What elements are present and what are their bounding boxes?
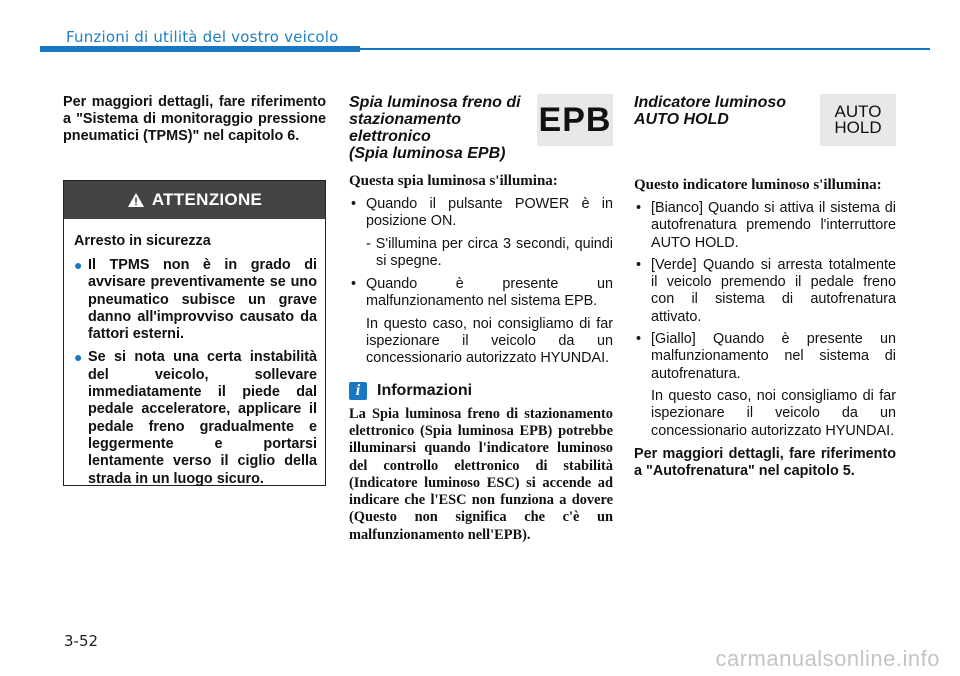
bullet-dot-icon: ● xyxy=(74,257,83,273)
autohold-reference: Per maggiori dettagli, fare riferimento a "Autofrenatura" nel capitolo 5. xyxy=(634,445,896,480)
autohold-icon-line1: AUTO xyxy=(834,102,882,121)
info-text: La Spia luminosa freno di stazionamento elettronico (Spia luminosa EPB) potrebbe illuminarsi quando l'indicatore luminoso del controllo elettronico di stabilità (Indicatore luminoso ESC) si accende ad indicare che l'ESC non funziona a dovere (Questo non significa che c'è un malfunzionamento nell'EPB). xyxy=(349,405,613,543)
header-bar xyxy=(40,46,360,52)
column-1 xyxy=(63,94,326,145)
tpms-reference: Per maggiori dettagli, fare riferimento a "Sistema di monitoraggio pressione pneumatici (TPMS)" nel capitolo 6. xyxy=(63,94,326,144)
autohold-lead: Questo indicatore luminoso s'illumina: xyxy=(634,177,882,193)
section-title: Funzioni di utilità del vostro veicolo xyxy=(66,28,339,46)
list-item: • [Bianco] Quando si attiva il sistema di autofrenatura premendo l'interruttore AUTO HOLD. xyxy=(636,200,896,251)
warning-header xyxy=(64,181,325,219)
info-icon: i xyxy=(349,382,367,400)
info-header xyxy=(349,382,613,400)
warning-triangle-icon xyxy=(127,192,145,208)
page-number: 3-52 xyxy=(64,632,99,650)
autohold-section-title: Indicatore luminoso AUTO HOLD xyxy=(634,94,787,128)
list-item: • Quando il pulsante POWER è in posizione ON. xyxy=(351,196,613,230)
column-3 xyxy=(634,94,896,480)
warning-title: ATTENZIONE xyxy=(151,190,263,209)
watermark: carmanualsonline.info xyxy=(715,646,940,671)
epb-conditions xyxy=(349,196,613,231)
autohold-indicator-icon xyxy=(820,94,896,146)
epb-sub-note: - S'illumina per circa 3 secondi, quindi si spegne. xyxy=(366,235,613,269)
autohold-dealer-note: In questo caso, noi consigliamo di far ispezionare il veicolo da un concessionario autorizzato HYUNDAI. xyxy=(651,387,896,439)
warning-item: ● Se si nota una certa instabilità del veicolo, sollevare immediatamente il piede dal pedale acceleratore, applicare il pedale freno gradualmente e leggermente e portarsi lentamente verso il ciglio della strada in un luogo sicuro. xyxy=(74,349,317,487)
warning-item: ● Il TPMS non è in grado di avvisare preventivamente se uno pneumatico subisce un grave danno all'improvviso causato da fattori esterni. xyxy=(74,257,317,343)
bullet-dot-icon: ● xyxy=(74,349,83,366)
list-item: • [Giallo] Quando è presente un malfunzionamento nel sistema di autofrenatura. xyxy=(636,331,896,382)
list-item: • [Verde] Quando si arresta totalmente il veicolo premendo il pedale freno con il sistema di autofrenatura attivato. xyxy=(636,256,896,325)
list-item: • Quando è presente un malfunzionamento nel sistema EPB. xyxy=(351,276,613,310)
epb-lead: Questa spia luminosa s'illumina: xyxy=(349,173,558,189)
column-2 xyxy=(349,94,613,544)
epb-icon-label: EPB xyxy=(538,100,612,139)
warning-list xyxy=(74,257,317,488)
epb-section-title: Spia luminosa freno di stazionamento elettronico (Spia luminosa EPB) xyxy=(349,94,521,162)
info-title: Informazioni xyxy=(377,381,473,399)
warning-subtitle: Arresto in sicurezza xyxy=(74,233,211,249)
epb-dealer-note: In questo caso, noi consigliamo di far ispezionare il veicolo da un concessionario autorizzato HYUNDAI. xyxy=(366,315,613,367)
epb-conditions-2 xyxy=(349,276,613,311)
header-rule xyxy=(360,48,930,50)
autohold-icon-line2: HOLD xyxy=(834,118,882,137)
warning-box xyxy=(63,180,326,486)
autohold-conditions xyxy=(634,200,896,383)
epb-indicator-icon xyxy=(537,94,613,146)
